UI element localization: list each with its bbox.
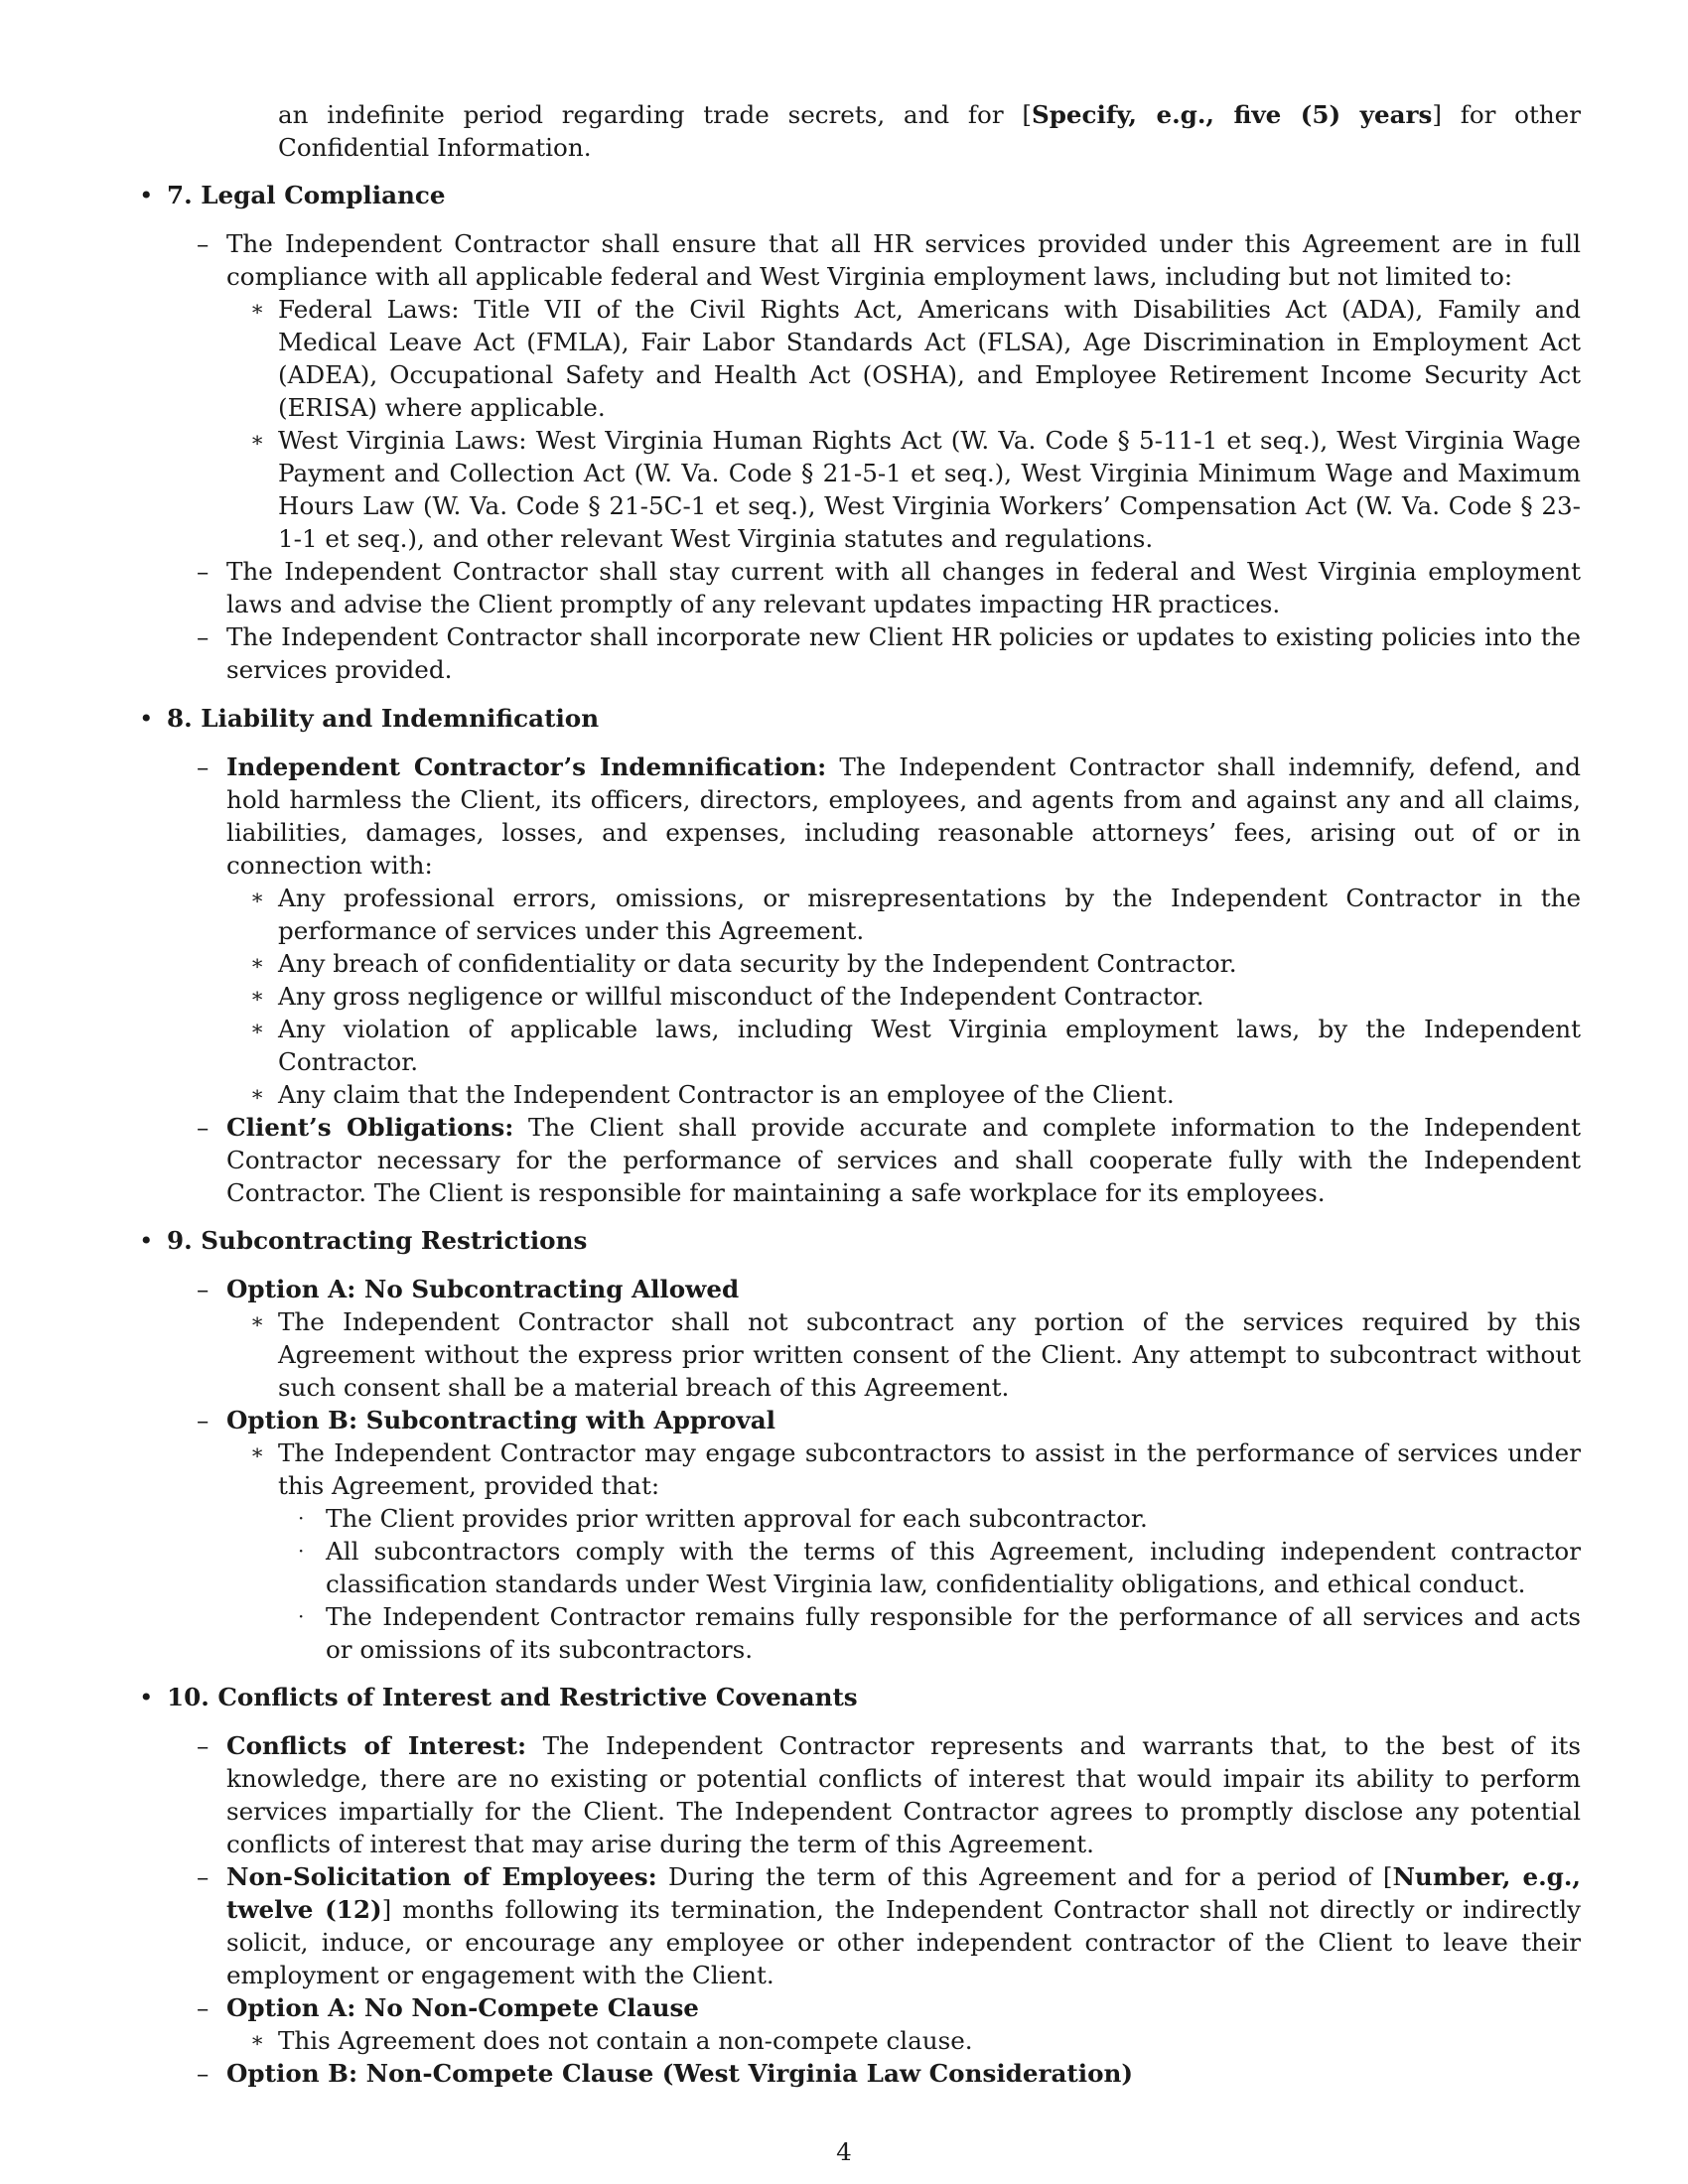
item-text: The Independent Contractor shall ensure that all HR services provided under this Agreement are in full compliance with all applicable federal and West Virginia employment laws, including but not limited to: xyxy=(226,229,1581,291)
list-item xyxy=(139,424,1581,555)
dot-icon: · xyxy=(298,1506,305,1530)
list-item xyxy=(139,2057,1581,2090)
dash-icon: – xyxy=(197,622,210,651)
section-10-items xyxy=(139,1729,1581,2090)
list-item xyxy=(139,2024,1581,2057)
item-text: The Independent Contractor shall incorporate new Client HR policies or updates to existing policies into the services provided. xyxy=(226,622,1581,684)
item-text: This Agreement does not contain a non-compete clause. xyxy=(278,2026,973,2055)
asterisk-icon: ∗ xyxy=(250,428,265,452)
dash-icon: – xyxy=(197,2059,210,2088)
item-text: The Independent Contractor represents and warrants that, to the best of its knowledge, there are no existing or potential conflicts of interest that would impair its ability to perform services impartially for the Client. The Independent Contractor agrees to promptly disclose any potential conflicts of interest that may arise during the term of this Agreement. xyxy=(226,1731,1582,1858)
asterisk-icon: ∗ xyxy=(250,951,265,975)
dash-icon: – xyxy=(197,752,210,781)
dash-icon: – xyxy=(197,1993,210,2022)
dash-icon: – xyxy=(197,1406,210,1434)
list-item xyxy=(139,1404,1581,1436)
asterisk-icon: ∗ xyxy=(250,886,265,909)
bullet-icon: • xyxy=(139,704,154,733)
list-item xyxy=(139,751,1581,882)
list-item xyxy=(139,1535,1581,1600)
section-7 xyxy=(139,179,1581,211)
item-text: The Independent Contractor shall indemnify, defend, and hold harmless the Client, its officers, directors, employees, and agents from and against any and all claims, liabilities, damages, losses, and expenses, including reasonable attorneys’ fees, arising out of or in connection with: xyxy=(226,752,1581,880)
dash-icon: – xyxy=(197,229,210,258)
asterisk-icon: ∗ xyxy=(250,1440,265,1464)
asterisk-icon: ∗ xyxy=(250,2028,265,2052)
list-item xyxy=(139,1600,1581,1666)
item-text: During the term of this Agreement and for a period of [ xyxy=(656,1862,1393,1891)
intro-text-2: ] for other Confidential Information. xyxy=(278,100,1581,162)
bullet-icon: • xyxy=(139,1683,154,1711)
section-title: 10. Conflicts of Interest and Restrictive Covenants xyxy=(167,1683,858,1711)
item-text: ] months following its termination, the Independent Contractor shall not directly or indirectly solicit, induce, or encourage any employee or other independent contractor of the Client to leave their employment or engagement with the Client. xyxy=(226,1895,1581,1989)
dot-icon: · xyxy=(298,1539,305,1563)
section-title: 7. Legal Compliance xyxy=(167,181,446,209)
confidentiality-continuation xyxy=(278,98,1581,164)
section-9 xyxy=(139,1224,1581,1257)
item-text: The Client shall provide accurate and complete information to the Independent Contractor necessary for the performance of services and shall cooperate fully with the Independent Contractor. The Client is responsible for maintaining a safe workplace for its employees. xyxy=(226,1113,1581,1207)
list-item xyxy=(139,1273,1581,1305)
section-8 xyxy=(139,702,1581,735)
list-item xyxy=(139,980,1581,1013)
item-text: West Virginia Laws: West Virginia Human Rights Act (W. Va. Code § 5-11-1 et seq.), West Virginia Wage Payment and Collection Act (W. Va. Code § 21-5-1 et seq.), West Virginia Minimum Wage and Maximum Hours Law (W. Va. Code § 21-5C-1 et seq.), West Virginia Workers’ Compensation Act (W. Va. Code § 23-1-1 et seq.), and other relevant West Virginia statutes and regulations. xyxy=(278,426,1581,553)
item-text: The Independent Contractor may engage subcontractors to assist in the performance of services under this Agreement, provided that: xyxy=(278,1438,1581,1500)
intro-text-1: an indefinite period regarding trade secrets, and for [ xyxy=(278,100,1032,129)
item-text: The Client provides prior written approval for each subcontractor. xyxy=(326,1504,1148,1533)
item-text: Any violation of applicable laws, including West Virginia employment laws, by the Independent Contractor. xyxy=(278,1015,1581,1076)
option-label: Option B: Subcontracting with Approval xyxy=(226,1406,775,1434)
option-label: Option A: No Non-Compete Clause xyxy=(226,1993,699,2022)
list-item xyxy=(139,1729,1581,1860)
item-text: All subcontractors comply with the terms of this Agreement, including independent contractor classification standards under West Virginia law, confidentiality obligations, and ethical conduct. xyxy=(326,1537,1581,1598)
item-text: Federal Laws: Title VII of the Civil Rights Act, Americans with Disabilities Act (ADA), Family and Medical Leave Act (FMLA), Fair Labor Standards Act (FLSA), Age Discrimination in Employment Act (ADEA), Occupational Safety and Health Act (OSHA), and Employee Retirement Income Security Act (ERISA) where applicable. xyxy=(278,295,1581,422)
list-item xyxy=(139,1305,1581,1404)
list-item xyxy=(139,555,1581,620)
asterisk-icon: ∗ xyxy=(250,297,265,321)
item-label: Non-Solicitation of Employees: xyxy=(226,1862,657,1891)
list-item xyxy=(139,1502,1581,1535)
dash-icon: – xyxy=(197,557,210,586)
item-text: Any professional errors, omissions, or misrepresentations by the Independent Contractor in the performance of services under this Agreement. xyxy=(278,884,1581,945)
bullet-icon: • xyxy=(139,181,154,209)
item-text: Any breach of confidentiality or data security by the Independent Contractor. xyxy=(278,949,1237,978)
option-label: Option B: Non-Compete Clause (West Virginia Law Consideration) xyxy=(226,2059,1134,2088)
list-item xyxy=(139,1860,1581,1991)
section-7-items xyxy=(139,227,1581,686)
item-label: Client’s Obligations: xyxy=(226,1113,514,1142)
bullet-icon: • xyxy=(139,1226,154,1255)
list-item xyxy=(139,882,1581,947)
item-label: Conflicts of Interest: xyxy=(226,1731,527,1760)
list-item xyxy=(139,1436,1581,1502)
list-item xyxy=(139,1078,1581,1111)
section-8-items xyxy=(139,751,1581,1209)
dash-icon: – xyxy=(197,1862,210,1891)
option-label: Option A: No Subcontracting Allowed xyxy=(226,1275,740,1303)
page-number: 4 xyxy=(836,2137,852,2166)
section-10 xyxy=(139,1681,1581,1713)
item-placeholder: Number, e.g., twelve (12) xyxy=(226,1862,1581,1924)
item-text: The Independent Contractor remains fully responsible for the performance of all services and acts or omissions of its subcontractors. xyxy=(326,1602,1581,1664)
asterisk-icon: ∗ xyxy=(250,1309,265,1333)
section-title: 9. Subcontracting Restrictions xyxy=(167,1226,588,1255)
item-label: Independent Contractor’s Indemnification: xyxy=(226,752,827,781)
asterisk-icon: ∗ xyxy=(250,1082,265,1106)
list-item xyxy=(139,947,1581,980)
list-item xyxy=(139,620,1581,686)
section-title: 8. Liability and Indemnification xyxy=(167,704,600,733)
asterisk-icon: ∗ xyxy=(250,1017,265,1040)
item-text: Any claim that the Independent Contractor is an employee of the Client. xyxy=(278,1080,1175,1109)
asterisk-icon: ∗ xyxy=(250,984,265,1008)
list-item xyxy=(139,1111,1581,1209)
dash-icon: – xyxy=(197,1731,210,1760)
item-text: The Independent Contractor shall not subcontract any portion of the services required by this Agreement without the express prior written consent of the Client. Any attempt to subcontract without such consent shall be a material breach of this Agreement. xyxy=(278,1307,1581,1402)
list-item xyxy=(139,293,1581,424)
item-text: The Independent Contractor shall stay current with all changes in federal and West Virginia employment laws and advise the Client promptly of any relevant updates impacting HR practices. xyxy=(226,557,1581,618)
list-item xyxy=(139,227,1581,293)
list-item xyxy=(139,1991,1581,2024)
dash-icon: – xyxy=(197,1113,210,1142)
dash-icon: – xyxy=(197,1275,210,1303)
section-9-items xyxy=(139,1273,1581,1666)
dot-icon: · xyxy=(298,1604,305,1628)
list-item xyxy=(139,1013,1581,1078)
intro-placeholder: Specify, e.g., five (5) years xyxy=(1031,100,1433,129)
item-text: Any gross negligence or willful misconduct of the Independent Contractor. xyxy=(278,982,1204,1011)
document-body xyxy=(139,98,1581,2090)
